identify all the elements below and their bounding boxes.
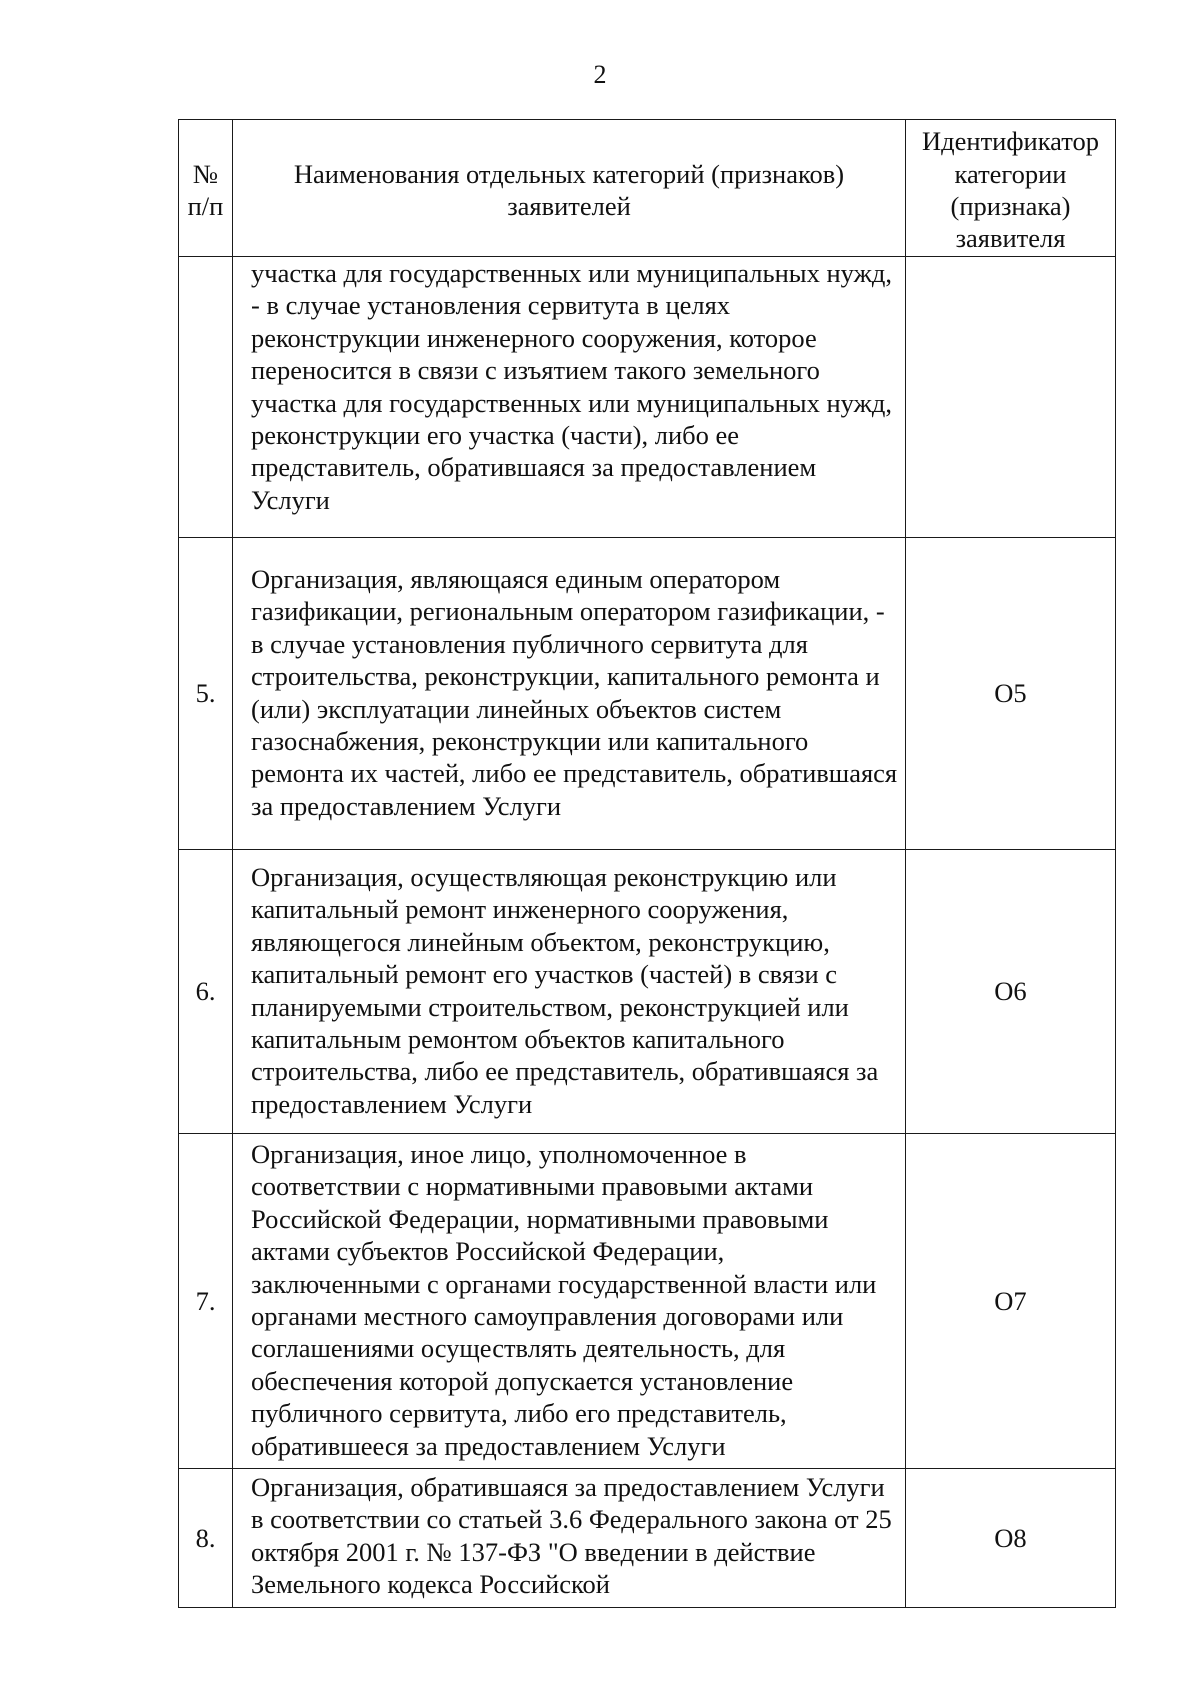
row-number: 6.: [179, 850, 233, 1134]
row-category-name: Организация, иное лицо, уполномоченное в соответствии с нормативными правовыми актами Российской Федерации, нормативными правовыми актами субъектов Российской Федерации, заключенными с органами государственной власти или органами местного самоуправления договорами или соглашениями осуществлять деятельность, для обеспечения которой допускается установление публичного сервитута, либо его представитель, обратившееся за предоставлением Услуги: [233, 1134, 906, 1469]
table-header-row: [179, 120, 1116, 257]
table-row: [179, 1469, 1116, 1608]
row-identifier: О6: [906, 850, 1116, 1134]
row-identifier: [906, 257, 1116, 538]
row-number: [179, 257, 233, 538]
applicant-categories-table: [178, 119, 1116, 1608]
table-row: [179, 538, 1116, 850]
row-identifier: О5: [906, 538, 1116, 850]
row-category-name: Организация, являющаяся единым оператором газификации, региональным оператором газификации, - в случае установления публичного сервитута для строительства, реконструкции, капитального ремонта и (или) эксплуатации линейных объектов систем газоснабжения, реконструкции или капитального ремонта их частей, либо ее представитель, обратившаяся за предоставлением Услуги: [233, 538, 906, 850]
row-identifier: О7: [906, 1134, 1116, 1469]
row-category-name: Организация, обратившаяся за предоставлением Услуги в соответствии со статьей 3.6 Федерального закона от 25 октября 2001 г. № 137-ФЗ "О введении в действие Земельного кодекса Российской: [233, 1469, 906, 1608]
row-category-name: Организация, осуществляющая реконструкцию или капитальный ремонт инженерного сооружения, являющегося линейным объектом, реконструкцию, капитальный ремонт его участков (частей) в связи с планируемыми строительством, реконструкцией или капитальным ремонтом объектов капитального строительства, либо ее представитель, обратившаяся за предоставлением Услуги: [233, 850, 906, 1134]
table-row: [179, 850, 1116, 1134]
row-category-name: участка для государственных или муниципальных нужд, - в случае установления сервитута в целях реконструкции инженерного сооружения, которое переносится в связи с изъятием такого земельного участка для государственных или муниципальных нужд, реконструкции его участка (части), либо ее представитель, обратившаяся за предоставлением Услуги: [233, 257, 906, 538]
header-name: Наименования отдельных категорий (признаков) заявителей: [233, 120, 906, 257]
page-number: 2: [593, 60, 607, 89]
table-row: [179, 1134, 1116, 1469]
header-number: № п/п: [179, 120, 233, 257]
row-number: 5.: [179, 538, 233, 850]
table-row: [179, 257, 1116, 538]
header-identifier: Идентификатор категории (признака) заявителя: [906, 120, 1116, 257]
row-identifier: О8: [906, 1469, 1116, 1608]
row-number: 7.: [179, 1134, 233, 1469]
row-number: 8.: [179, 1469, 233, 1608]
